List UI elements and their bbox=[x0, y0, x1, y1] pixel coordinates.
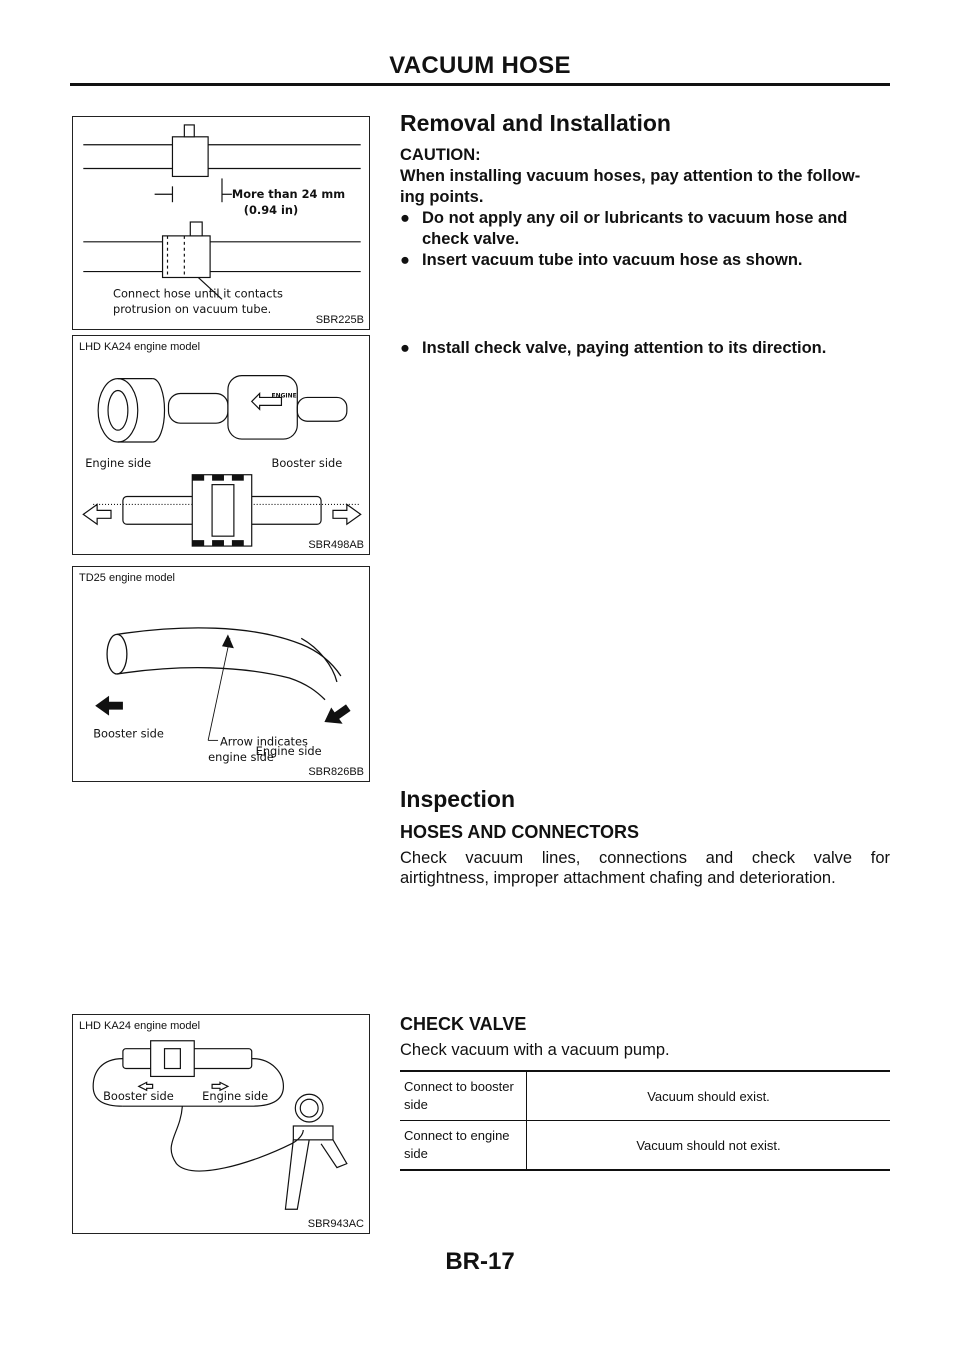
check-valve-text: Check vacuum with a vacuum pump. bbox=[400, 1041, 670, 1059]
hoses-text-line-1: Check vacuum lines, connections and check valve for bbox=[400, 849, 890, 867]
arrow-note-line-2: engine side bbox=[208, 750, 274, 765]
bullet-check-valve-direction: ● Install check valve, paying attention to its direction. bbox=[400, 339, 827, 357]
page-number: BR-17 bbox=[445, 1248, 515, 1275]
subsection-hoses-connectors: HOSES AND CONNECTORS bbox=[400, 822, 640, 842]
caution-line-2: ing points. bbox=[400, 188, 484, 206]
header-rule bbox=[70, 83, 890, 86]
table-cell-result: Vacuum should exist. bbox=[527, 1071, 891, 1121]
check-valve-ka24-drawing bbox=[73, 336, 369, 554]
figure-caption: LHD KA24 engine model bbox=[79, 1020, 201, 1032]
table-cell-condition: Connect to booster side bbox=[400, 1071, 527, 1121]
check-valve-table bbox=[400, 1070, 890, 1171]
section-title-removal: Removal and Installation bbox=[400, 110, 671, 136]
figure-code: SBR225B bbox=[315, 314, 364, 326]
figure-check-valve-ka24 bbox=[72, 335, 370, 555]
booster-side-label: Booster side bbox=[103, 1089, 174, 1104]
dimension-label-in: (0.94 in) bbox=[243, 203, 299, 218]
dimension-label-mm: More than 24 mm bbox=[231, 187, 346, 202]
section-title-inspection: Inspection bbox=[400, 786, 516, 812]
bullet-dot: ● bbox=[400, 209, 410, 227]
figure-hose-insertion bbox=[72, 116, 370, 330]
engine-side-label: Engine side bbox=[202, 1089, 269, 1104]
hose-note-line-2: protrusion on vacuum tube. bbox=[113, 302, 272, 317]
booster-side-label: Booster side bbox=[271, 455, 343, 470]
caution-line-1: When installing vacuum hoses, pay attention to the follow- bbox=[400, 167, 861, 185]
hose-note-line-1: Connect hose until it contacts bbox=[113, 286, 283, 301]
booster-side-label: Booster side bbox=[93, 726, 164, 741]
figure-caption: LHD KA24 engine model bbox=[79, 341, 201, 353]
hose-insertion-drawing bbox=[73, 117, 369, 329]
figure-check-valve-td25 bbox=[72, 566, 370, 782]
bullet-dot: ● bbox=[400, 339, 410, 357]
bullet-dot: ● bbox=[400, 251, 410, 269]
table-row bbox=[400, 1071, 890, 1121]
check-valve-td25-drawing bbox=[73, 567, 369, 781]
valve-engine-mark: ENGINE bbox=[271, 392, 297, 400]
vacuum-pump-test-drawing bbox=[73, 1015, 369, 1233]
figure-caption: TD25 engine model bbox=[79, 572, 176, 584]
arrow-note-line-1: Arrow indicates bbox=[220, 734, 308, 749]
page-header: VACUUM HOSE bbox=[389, 52, 571, 79]
subsection-check-valve: CHECK VALVE bbox=[400, 1014, 527, 1034]
bullet-insert-tube: ● Insert vacuum tube into vacuum hose as shown. bbox=[400, 251, 803, 269]
figure-code: SBR943AC bbox=[307, 1218, 364, 1230]
figure-code: SBR498AB bbox=[308, 539, 364, 551]
hoses-text-line-2: airtightness, improper attachment chafing and deterioration. bbox=[400, 869, 836, 887]
engine-side-label: Engine side bbox=[85, 455, 152, 470]
bullet-no-oil: ● Do not apply any oil or lubricants to vacuum hose and check valve. bbox=[400, 209, 848, 248]
figure-vacuum-pump-test bbox=[72, 1014, 370, 1234]
figure-code: SBR826BB bbox=[308, 766, 364, 778]
table-cell-condition: Connect to engine side bbox=[400, 1121, 527, 1171]
table-row bbox=[400, 1121, 890, 1171]
table-cell-result: Vacuum should not exist. bbox=[527, 1121, 891, 1171]
engine-side-label: Engine side bbox=[255, 744, 322, 759]
caution-label: CAUTION: bbox=[400, 146, 481, 164]
